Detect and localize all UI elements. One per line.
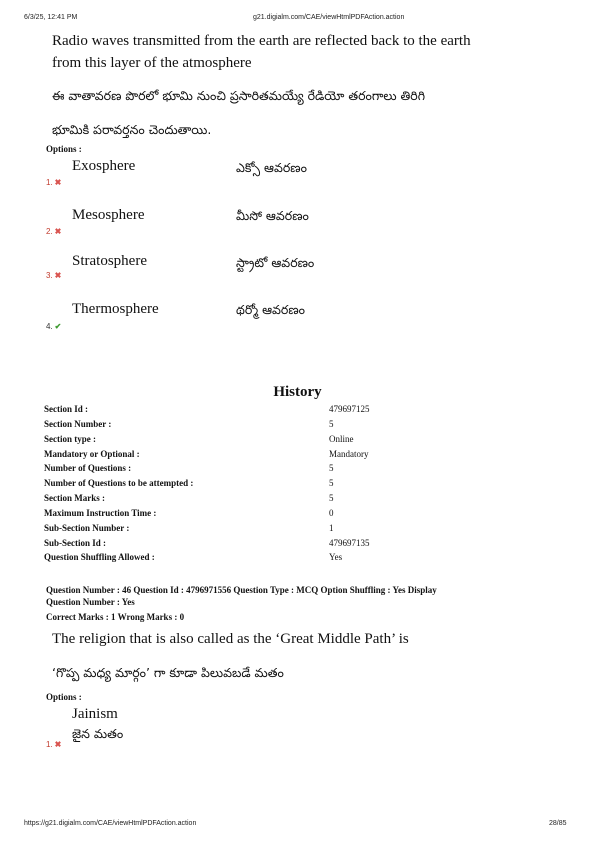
page-number: 28/85 — [549, 820, 567, 827]
option-number-label: 1. — [46, 740, 53, 749]
print-url: g21.digialm.com/CAE/viewHtmlPDFAction.action — [253, 14, 405, 21]
question2-text-te: ‘గొప్ప మధ్య మార్గం’ గా కూడా పిలువబడే మతం — [52, 665, 284, 680]
question2-text-en: The religion that is also called as the ‘Great Middle Path’ is — [52, 631, 409, 647]
meta-value: 0 — [329, 508, 334, 518]
meta-label: Section Number : — [44, 419, 112, 429]
option-4-number — [46, 322, 61, 331]
q2-option-1-en: Jainism — [72, 706, 118, 722]
option-3-te: స్ట్రాటో ఆవరణం — [236, 255, 315, 270]
option-3-number — [46, 271, 61, 280]
options-label: Options : — [46, 144, 82, 154]
option-number-label: 2. — [46, 227, 53, 236]
option-1-number — [46, 178, 61, 187]
print-datetime: 6/3/25, 12:41 PM — [24, 14, 78, 21]
option-1-en: Exosphere — [72, 158, 136, 174]
meta-label: Section type : — [44, 434, 96, 444]
option-3-en: Stratosphere — [72, 253, 147, 269]
option-1-te: ఎక్సో ఆవరణం — [236, 160, 307, 175]
question-marks: Correct Marks : 1 Wrong Marks : 0 — [46, 612, 185, 622]
meta-value: 479697135 — [329, 538, 370, 548]
option-number-label: 1. — [46, 178, 53, 187]
question-info-line1: Question Number : 46 Question Id : 4796971556 Question Type : MCQ Option Shuffling : Yes Display — [46, 585, 437, 595]
meta-label: Number of Questions : — [44, 463, 132, 473]
meta-value: 5 — [329, 478, 334, 488]
meta-value: Mandatory — [329, 449, 369, 459]
option-2-number — [46, 227, 61, 236]
meta-label: Maximum Instruction Time : — [44, 508, 157, 518]
meta-label: Sub-Section Id : — [44, 538, 107, 548]
question-text-te-line2: భూమికి పరావర్తనం చెందుతాయి. — [52, 122, 212, 137]
options-label: Options : — [46, 692, 82, 702]
meta-label: Number of Questions to be attempted : — [44, 478, 194, 488]
option-4-te: థర్మో ఆవరణం — [236, 302, 306, 317]
footer-url: https://g21.digialm.com/CAE/viewHtmlPDFAction.action — [24, 820, 197, 827]
option-2-te: మీసో ఆవరణం — [236, 208, 309, 223]
wrong-icon: ✖ — [54, 227, 62, 236]
check-icon: ✔ — [54, 322, 62, 331]
option-4-en: Thermosphere — [72, 301, 159, 317]
meta-label: Section Marks : — [44, 493, 105, 503]
meta-value: 5 — [329, 493, 334, 503]
section-title: History — [273, 384, 322, 400]
wrong-icon: ✖ — [54, 178, 62, 187]
meta-label: Section Id : — [44, 404, 89, 414]
meta-value: Yes — [329, 552, 343, 562]
question-text-en-line1: Radio waves transmitted from the earth are reflected back to the earth — [52, 33, 471, 49]
meta-value: 5 — [329, 419, 334, 429]
option-number-label: 4. — [46, 322, 53, 331]
meta-label: Question Shuffling Allowed : — [44, 552, 155, 562]
q2-option-1-number — [46, 740, 61, 749]
question-info-line2: Question Number : Yes — [46, 597, 135, 607]
meta-label: Mandatory or Optional : — [44, 449, 140, 459]
question-text-te-line1: ఈ వాతావరణ పొరలో భూమి నుంచి ప్రసారితమయ్యే రేడియో తరంగాలు తిరిగి — [52, 88, 425, 103]
meta-label: Sub-Section Number : — [44, 523, 130, 533]
meta-value: 1 — [329, 523, 334, 533]
meta-value: 479697125 — [329, 404, 370, 414]
option-number-label: 3. — [46, 271, 53, 280]
wrong-icon: ✖ — [54, 271, 62, 280]
meta-value: 5 — [329, 463, 334, 473]
wrong-icon: ✖ — [54, 740, 62, 749]
meta-value: Online — [329, 434, 354, 444]
question-text-en-line2: from this layer of the atmosphere — [52, 55, 252, 71]
q2-option-1-te: జైన మతం — [72, 726, 124, 741]
option-2-en: Mesosphere — [72, 207, 145, 223]
